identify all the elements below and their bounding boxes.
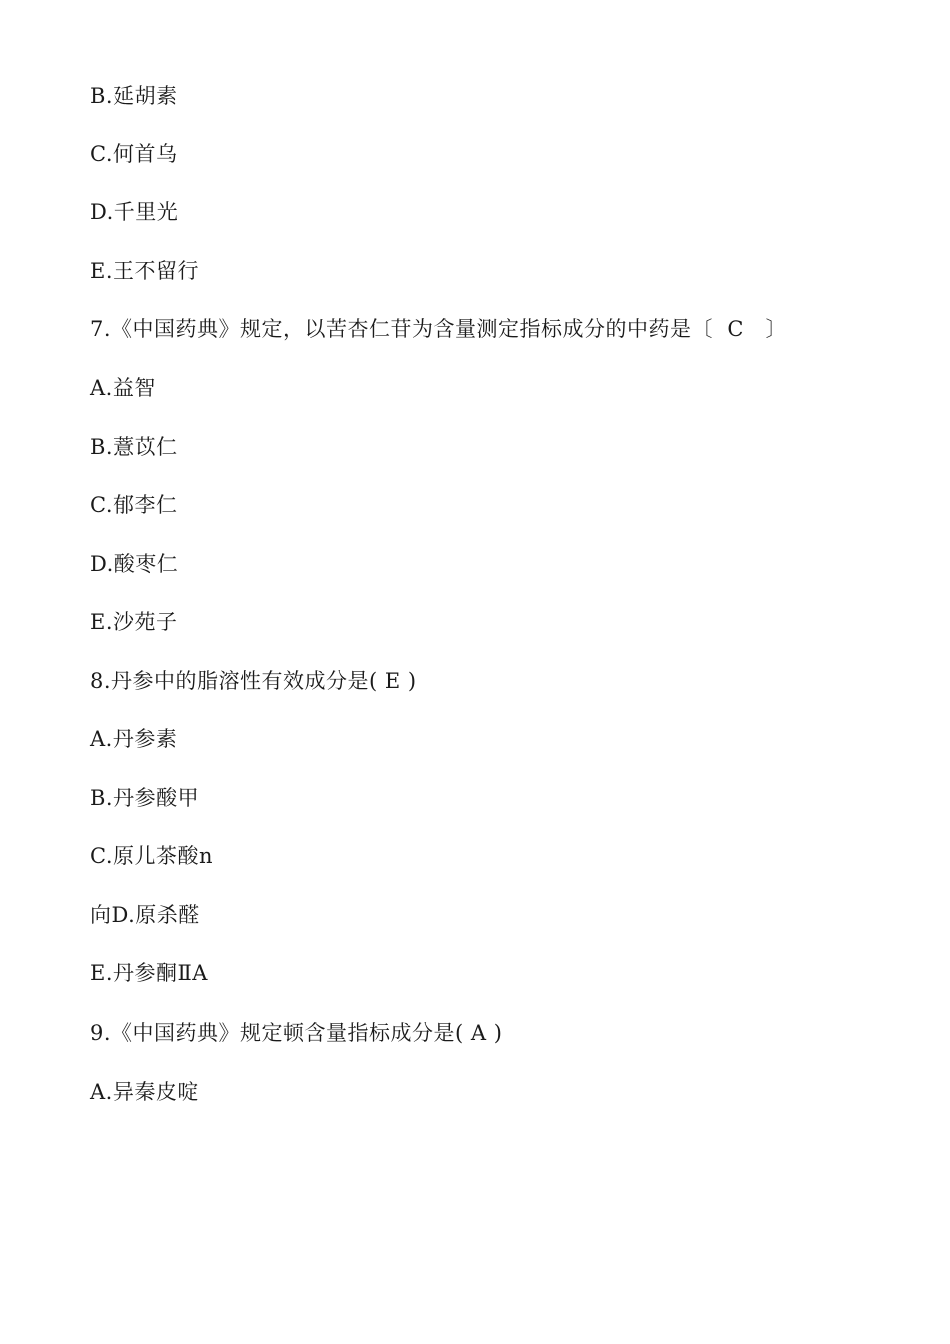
- option-e-wangbuliuxing: E.王不留行: [90, 259, 200, 283]
- option-a-danshensu: A.丹参素: [90, 727, 178, 751]
- option-a-yiqinpiding: A.异秦皮啶: [90, 1080, 199, 1104]
- question-7: 7.《中国药典》规定，以苦杏仁苷为含量测定指标成分的中药是〔 C 〕: [90, 317, 787, 341]
- option-c-heshouwu: C.何首乌: [90, 142, 178, 166]
- option-e-shayuanzi: E.沙苑子: [90, 610, 178, 634]
- option-c-yuliren: C.郁李仁: [90, 493, 178, 517]
- option-b-danshensuanjia: B.丹参酸甲: [90, 786, 200, 810]
- option-d-suanzaoren: D.酸枣仁: [90, 552, 179, 576]
- option-a-yizhi: A.益智: [90, 376, 156, 400]
- question-9: 9.《中国药典》规定顿含量指标成分是( A ): [90, 1021, 503, 1045]
- option-d-qianliguang: D.千里光: [90, 200, 179, 224]
- option-b-yanhusu: B.延胡素: [90, 84, 178, 108]
- option-e-danshentong: E.丹参酮ⅡA: [90, 961, 208, 985]
- option-b-yiyiren: B.薏苡仁: [90, 435, 178, 459]
- option-c-yuanerchasuan: C.原儿茶酸n: [90, 844, 214, 868]
- option-d-yuanshaquan: 向D.原杀醛: [90, 903, 200, 927]
- question-8: 8.丹参中的脂溶性有效成分是( E ): [90, 669, 417, 693]
